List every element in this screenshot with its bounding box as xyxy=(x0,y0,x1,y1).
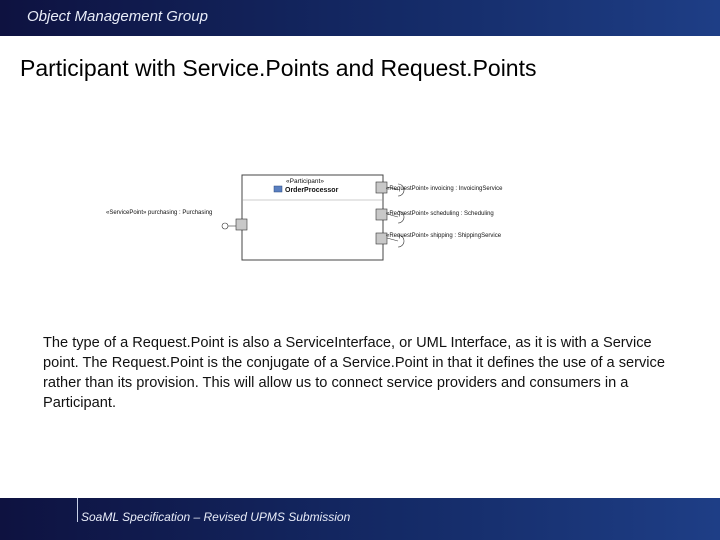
request-point-label-invoicing: «RequestPoint» invoicing : InvoicingService xyxy=(386,186,503,192)
footer-divider xyxy=(77,498,78,522)
slide-title: Participant with Service.Points and Request.Points xyxy=(20,55,537,81)
participant-name: OrderProcessor xyxy=(285,187,339,194)
footer-bar xyxy=(0,498,720,540)
header-bar xyxy=(0,0,720,36)
footer-text: SoaML Specification – Revised UPMS Submission xyxy=(81,510,351,524)
request-point-label-shipping: «RequestPoint» shipping : ShippingService xyxy=(386,233,502,239)
slide-body-text: The type of a Request.Point is also a ServiceInterface, or UML Interface, as it is with a Service point. The Request.Point is the conjugate of a Service.Point in that it defines the use of a service rather than its provision. This will allow us to connect service providers and consumers in a Participant. xyxy=(43,335,665,411)
service-point-port xyxy=(236,219,247,230)
service-point-label: «ServicePoint» purchasing : Purchasing xyxy=(106,210,213,216)
request-point-label-scheduling: «RequestPoint» scheduling : Scheduling xyxy=(386,211,494,217)
participant-stereotype: «Participant» xyxy=(286,178,324,185)
class-icon xyxy=(274,186,282,192)
participant-diagram xyxy=(100,170,540,270)
org-name: Object Management Group xyxy=(27,8,208,25)
